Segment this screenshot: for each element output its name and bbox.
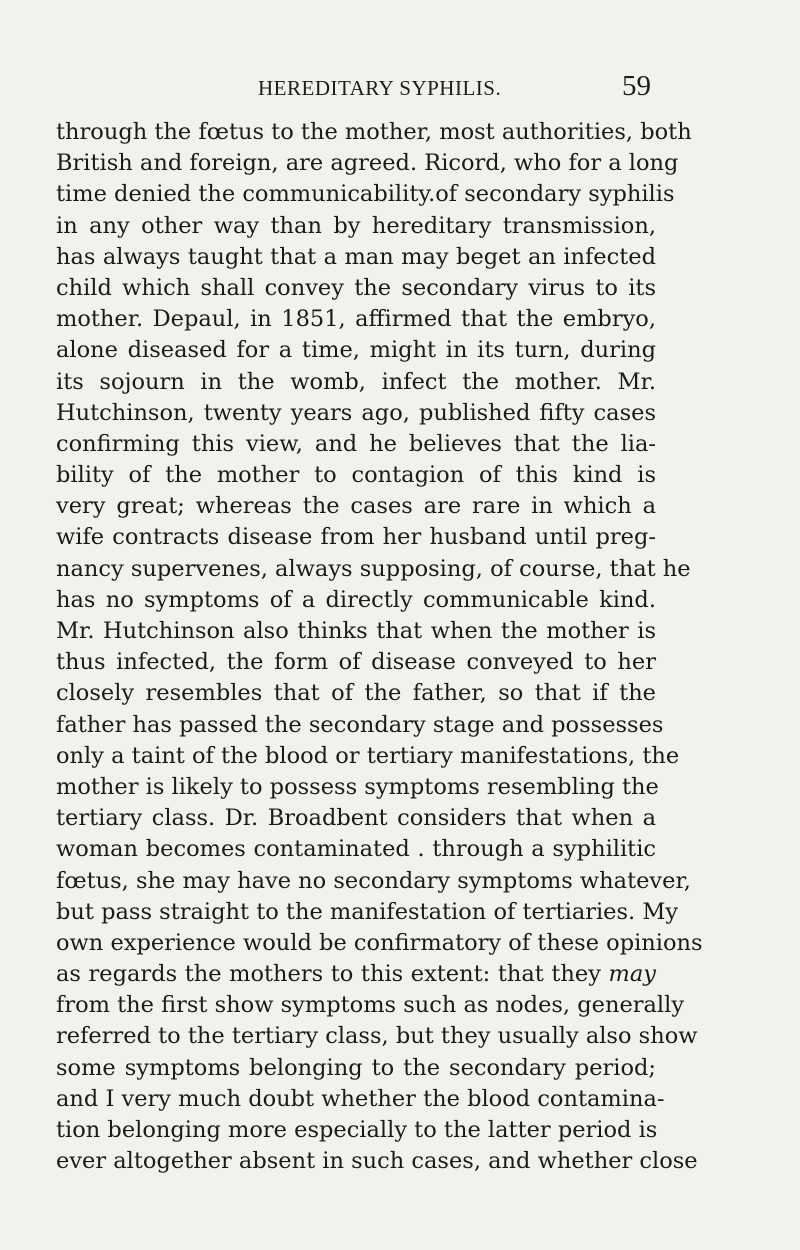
text-line: only a taint of the blood or tertiary manifestations, the <box>56 742 680 769</box>
text-line-segment: as regards the mothers to this extent: that they <box>56 961 601 988</box>
text-line: nancy supervenes, always supposing, of course, that he <box>56 555 691 582</box>
text-line: in any other way than by hereditary transmission, <box>56 212 656 239</box>
text-line: and I very much doubt whether the blood contamina- <box>56 1085 665 1112</box>
text-line: has no symptoms of a directly communicable kind. <box>56 586 656 613</box>
text-line: time denied the communicability.of secondary syphilis <box>56 181 675 208</box>
text-line: its sojourn in the womb, infect the mother. Mr. <box>56 368 656 395</box>
italic-word: may <box>608 961 656 988</box>
text-line: closely resembles that of the father, so that if the <box>56 680 656 707</box>
text-line: own experience would be confirmatory of these opinions <box>56 929 703 956</box>
text-line: Mr. Hutchinson also thinks that when the mother is <box>56 618 656 644</box>
text-line: mother is likely to possess symptoms resembling the <box>56 773 659 800</box>
text-line: has always taught that a man may beget an infected <box>56 243 656 270</box>
text-line: fœtus, she may have no secondary symptoms whatever, <box>56 867 691 894</box>
text-line: referred to the tertiary class, but they usually also show <box>56 1023 698 1050</box>
running-head <box>0 70 800 104</box>
text-line: through the fœtus to the mother, most authorities, both <box>56 119 692 145</box>
page-number: 59 <box>622 70 651 102</box>
text-line: bility of the mother to contagion of this kind is <box>56 462 656 489</box>
body-text <box>56 117 703 1177</box>
text-line: tion belonging more especially to the latter period is <box>56 1117 658 1143</box>
text-line-with-italic <box>56 959 656 990</box>
text-line: mother. Depaul, in 1851, affirmed that the embryo, <box>56 306 656 333</box>
text-line: British and foreign, are agreed. Ricord, who for a long <box>56 150 679 177</box>
text-line: woman becomes contaminated . through a syphilitic <box>56 836 656 863</box>
running-title: HEREDITARY SYPHILIS. <box>258 76 502 100</box>
text-line: from the first show symptoms such as nodes, generally <box>56 992 685 1019</box>
text-line: thus infected, the form of disease conveyed to her <box>56 649 656 676</box>
text-line: very great; whereas the cases are rare in which a <box>56 493 656 520</box>
text-line: confirming this view, and he believes that the lia- <box>56 430 656 457</box>
text-line: tertiary class. Dr. Broadbent considers that when a <box>56 805 656 832</box>
text-line: some symptoms belonging to the secondary period; <box>56 1054 656 1081</box>
text-line: alone diseased for a time, might in its turn, during <box>56 337 656 364</box>
text-line: father has passed the secondary stage and possesses <box>56 711 664 738</box>
text-line: but pass straight to the manifestation of tertiaries. My <box>56 898 679 925</box>
text-line: Hutchinson, twenty years ago, published fifty cases <box>56 399 656 426</box>
text-line: child which shall convey the secondary virus to its <box>56 274 656 301</box>
text-line: wife contracts disease from her husband until preg- <box>56 524 656 551</box>
text-line: ever altogether absent in such cases, and whether close <box>56 1148 698 1175</box>
